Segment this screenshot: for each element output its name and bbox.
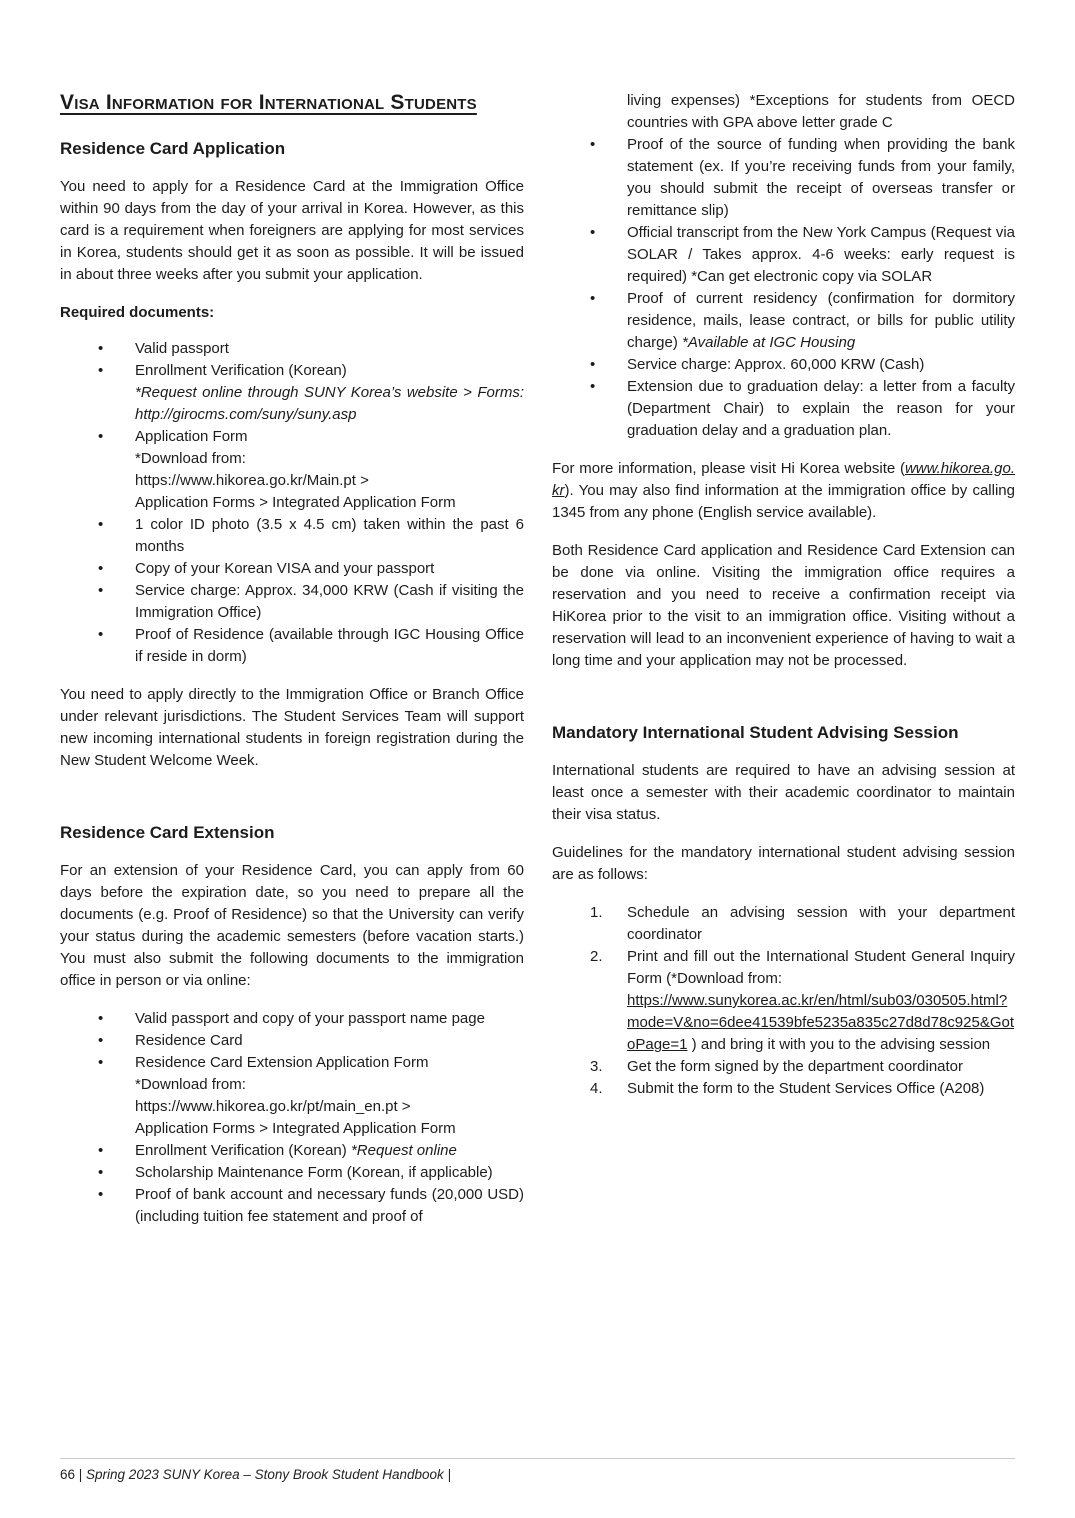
list-item-text: Schedule an advising session with your department coordinator: [627, 904, 1015, 943]
list-item-text: 1 color ID photo (3.5 x 4.5 cm) taken within the past 6 months: [135, 516, 524, 555]
footer-handbook-title: Spring 2023 SUNY Korea – Stony Brook Student Handbook |: [86, 1467, 452, 1482]
list-item: [60, 360, 524, 426]
list-item-text: Valid passport and copy of your passport name page: [135, 1010, 485, 1027]
list-item-text: Proof of Residence (available through IGC Housing Office if reside in dorm): [135, 626, 524, 665]
paragraph-extension-intro: For an extension of your Residence Card, you can apply from 60 days before the expiration date, so you need to prepare all the documents (e.g. Proof of Residence) so that the University can verify your status during the academic semesters (before vacation starts.) You must also submit the following documents to the immigration office in person or via online:: [60, 862, 524, 989]
list-item: [60, 624, 524, 668]
list-item-line: *Download from:: [135, 1076, 246, 1093]
text-run: ) and bring it with you to the advising session: [687, 1036, 991, 1053]
list-item-text: [135, 1052, 524, 1140]
list-item-text: Get the form signed by the department coordinator: [627, 1058, 964, 1075]
bullet-marker: •: [98, 1032, 104, 1049]
list-item: [552, 376, 1015, 442]
extension-documents-list: [60, 1008, 524, 1228]
list-item-text: Valid passport: [135, 340, 229, 357]
list-item: [60, 338, 524, 360]
bullet-marker: •: [98, 560, 104, 577]
list-item-line: Application Form: [135, 428, 248, 445]
paragraph-application-outro: You need to apply directly to the Immigration Office or Branch Office under relevant jurisdictions. The Student Services Team will support new incoming international students in foreign registration during the New Student Welcome Week.: [60, 686, 524, 769]
list-item: [552, 288, 1015, 354]
page-footer: [60, 1458, 1015, 1484]
list-item-line: Application Forms > Integrated Application Form: [135, 494, 456, 511]
list-item-line: *Download from:: [135, 450, 246, 467]
section-heading-advising-session: Mandatory International Student Advising Session: [552, 723, 959, 742]
hikorea-link[interactable]: www.hikorea.go.kr: [552, 460, 1015, 499]
step-number: 4.: [590, 1080, 603, 1097]
advising-steps-list: [552, 902, 1015, 1100]
list-item-text: Extension due to graduation delay: a letter from a faculty (Department Chair) to explain the reason for your graduation delay and a graduation plan.: [627, 378, 1015, 439]
left-column: [60, 90, 524, 1244]
sunykorea-form-link[interactable]: https://www.sunykorea.ac.kr/en/html/sub03/030505.html?mode=V&no=6dee41539bfe5235a835c27d8d78c925&GotoPage=1: [627, 992, 1015, 1053]
paragraph-guidelines-intro: Guidelines for the mandatory international student advising session are as follows:: [552, 844, 1015, 883]
page-title: Visa Information for International Students: [60, 91, 477, 114]
text-run: For more information, please visit Hi Korea website (: [552, 460, 905, 477]
step-number: 1.: [590, 904, 603, 921]
bullet-marker: •: [98, 516, 104, 533]
list-item: [552, 222, 1015, 288]
list-item-text: Submit the form to the Student Services Office (A208): [627, 1080, 985, 1097]
page-number: 66 |: [60, 1467, 87, 1482]
list-item-line: Application Forms > Integrated Application Form: [135, 1120, 456, 1137]
bullet-marker: •: [98, 340, 104, 357]
list-item-text: Proof of bank account and necessary funds (20,000 USD) (including tuition fee statement and proof of: [135, 1186, 524, 1225]
list-item: [60, 1184, 524, 1228]
bullet-marker: •: [98, 1010, 104, 1027]
list-item-text: Official transcript from the New York Campus (Request via SOLAR / Takes approx. 4-6 weeks: early request is required) *Can get electronic copy via SOLAR: [627, 224, 1015, 285]
bullet-marker: •: [590, 224, 596, 241]
list-item: [60, 1162, 524, 1184]
list-item-line: Enrollment Verification (Korean): [135, 362, 347, 379]
list-item: [552, 354, 1015, 376]
list-item: [60, 1140, 524, 1162]
list-item-line: Residence Card Extension Application Form: [135, 1054, 429, 1071]
italic-note: *Request online: [350, 1142, 457, 1159]
text-run: ). You may also find information at the immigration office by calling 1345 from any phone (English service available).: [552, 482, 1015, 521]
list-item-text: [135, 426, 524, 514]
bullet-marker: •: [98, 582, 104, 599]
bullet-marker: •: [98, 1142, 104, 1159]
list-item: [552, 134, 1015, 222]
bullet-marker: •: [98, 626, 104, 643]
paragraph-advising-intro: International students are required to have an advising session at least once a semester with their academic coordinator to maintain their visa status.: [552, 762, 1015, 823]
list-item: [60, 514, 524, 558]
list-item: [552, 1056, 1015, 1078]
section-heading-residence-card-extension: Residence Card Extension: [60, 823, 275, 842]
hikorea-url-line: https://www.hikorea.go.kr/pt/main_en.pt >: [135, 1098, 411, 1115]
list-item-text: Copy of your Korean VISA and your passport: [135, 560, 435, 577]
list-item-line: Proof of current residency (confirmation for dormitory residence, mails, lease contract, or bills for public utility charge): [627, 290, 1015, 351]
list-item-text: [135, 1140, 524, 1162]
list-item-text: [627, 946, 1015, 1056]
right-column: [552, 90, 1015, 1116]
bullet-marker: •: [98, 1186, 104, 1203]
bullet-marker: •: [98, 1164, 104, 1181]
list-item-text: Residence Card: [135, 1032, 243, 1049]
text-run: Print and fill out the International Student General Inquiry Form (*Download from:: [627, 948, 1015, 987]
hikorea-url-line: https://www.hikorea.go.kr/Main.pt >: [135, 472, 369, 489]
paragraph-online-application: Both Residence Card application and Residence Card Extension can be done via online. Visiting the immigration office requires a reservation and you need to receive a confirmation receipt via HiKorea prior to the visit to an immigration office. Visiting without a reservation will lead to an inconvenient experience of having to wait a long time and your application may not be processed.: [552, 542, 1015, 669]
list-item: [60, 1030, 524, 1052]
required-documents-label: Required documents:: [60, 304, 215, 321]
list-item-text: [135, 360, 524, 426]
bullet-continuation-text: living expenses) *Exceptions for students from OECD countries with GPA above letter grade C: [627, 92, 1015, 131]
paragraph-more-info: [552, 458, 1015, 524]
list-item-text: Proof of the source of funding when providing the bank statement (ex. If you’re receiving funds from your family, you should submit the receipt of overseas transfer or remittance slip): [627, 136, 1015, 219]
bullet-marker: •: [590, 356, 596, 373]
bullet-marker: •: [590, 378, 596, 395]
list-item: [60, 580, 524, 624]
list-item: [60, 558, 524, 580]
step-number: 3.: [590, 1058, 603, 1075]
bullet-marker: •: [590, 290, 596, 307]
list-item-text: Service charge: Approx. 60,000 KRW (Cash): [627, 356, 925, 373]
italic-note: *Request online through SUNY Korea’s website > Forms: http://girocms.com/suny/suny.asp: [135, 384, 524, 423]
list-item: [552, 1078, 1015, 1100]
step-number: 2.: [590, 948, 603, 965]
list-item: [60, 426, 524, 514]
bullet-marker: •: [98, 1054, 104, 1071]
list-item: [552, 946, 1015, 1056]
section-heading-residence-card-application: Residence Card Application: [60, 139, 286, 158]
list-item-text: Service charge: Approx. 34,000 KRW (Cash if visiting the Immigration Office): [135, 582, 524, 621]
bullet-marker: •: [98, 362, 104, 379]
italic-note: *Available at IGC Housing: [682, 334, 856, 351]
list-item-text: [627, 288, 1015, 354]
list-item-text: Scholarship Maintenance Form (Korean, if applicable): [135, 1164, 493, 1181]
extension-documents-list-continued: [552, 134, 1015, 442]
required-documents-list: [60, 338, 524, 668]
list-item: [60, 1052, 524, 1140]
bullet-marker: •: [590, 136, 596, 153]
paragraph-application-intro: You need to apply for a Residence Card at the Immigration Office within 90 days from the day of your arrival in Korea. However, as this card is a requirement when foreigners are applying for most services in Korea, students should get it as soon as possible. It will be issued in about three weeks after you submit your application.: [60, 178, 524, 283]
list-item-line: Enrollment Verification (Korean): [135, 1142, 351, 1159]
list-item: [60, 1008, 524, 1030]
list-item: [552, 902, 1015, 946]
bullet-marker: •: [98, 428, 104, 445]
